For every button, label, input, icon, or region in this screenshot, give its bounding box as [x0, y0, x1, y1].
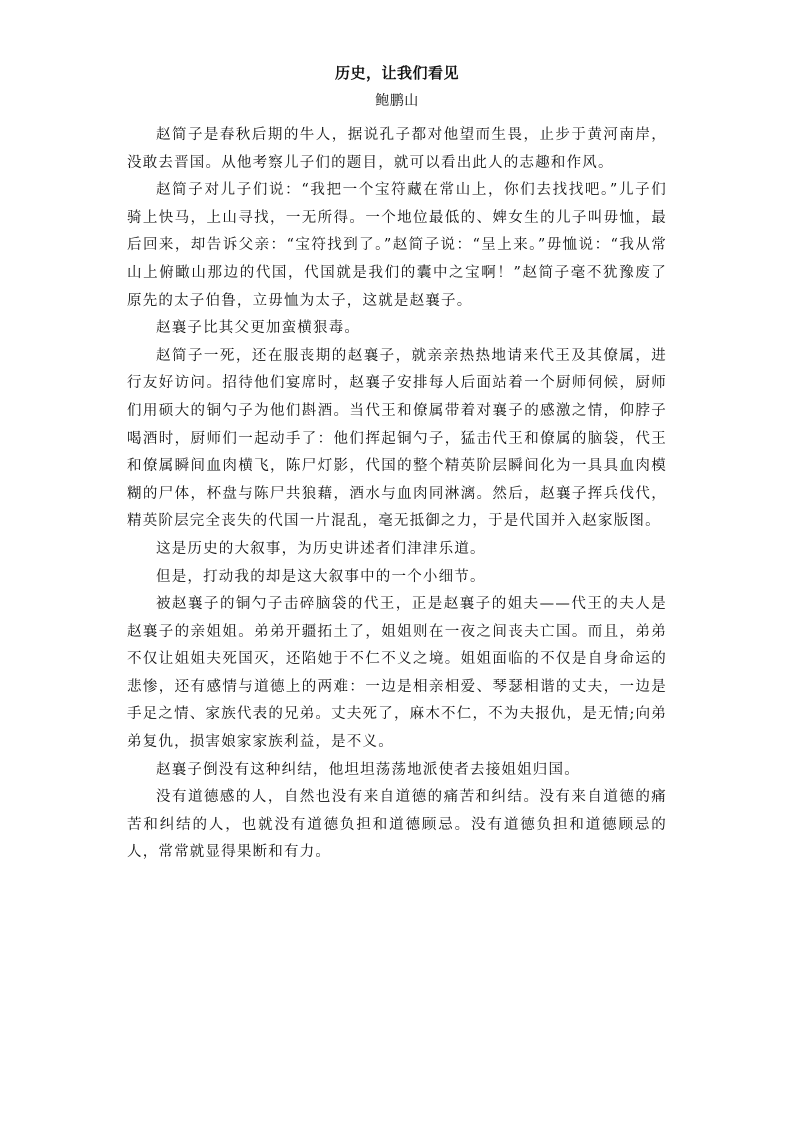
document-page [127, 62, 667, 867]
paragraph-6: 但是，打动我的却是这大叙事中的一个小细节。 [156, 568, 486, 585]
paragraph-7: 被赵襄子的铜勺子击碎脑袋的代王，正是赵襄子的姐夫——代王的夫人是赵襄子的亲姐姐。弟弟开疆拓土了，姐姐则在一夜之间丧夫亡国。而且，弟弟不仅让姐姐夫死国灭，还陷她于不仁不义之境。姐姐面临的不仅是自身命运的悲惨，还有感情与道德上的两难：一边是相亲相爱、琴瑟相谐的丈夫，一边是手足之情、家族代表的兄弟。丈夫死了，麻木不仁，不为夫报仇，是无情;向弟弟复仇，损害娘家家族利益，是不义。 [127, 596, 667, 751]
paragraph-1: 赵简子是春秋后期的牛人，据说孔子都对他望而生畏，止步于黄河南岸，没敢去晋国。从他考察儿子们的题目，就可以看出此人的志趣和作风。 [127, 127, 667, 171]
paragraph-3: 赵襄子比其父更加蛮横狠毒。 [156, 320, 361, 337]
paragraph-4: 赵简子一死，还在服丧期的赵襄子，就亲亲热热地请来代王及其僚属，进行友好访问。招待他们宴席时，赵襄子安排每人后面站着一个厨师伺候，厨师们用硕大的铜勺子为他们斟酒。当代王和僚属带着对襄子的感激之情，仰脖子喝酒时，厨师们一起动手了：他们挥起铜勺子，猛击代王和僚属的脑袋，代王和僚属瞬间血肉横飞，陈尸灯影，代国的整个精英阶层瞬间化为一具具血肉模糊的尸体，杯盘与陈尸共狼藉，酒水与血肉同淋漓。然后，赵襄子挥兵伐代，精英阶层完全丧失的代国一片混乱，毫无抵御之力，于是代国并入赵家版图。 [127, 347, 667, 530]
article-title: 历史，让我们看见 [334, 64, 459, 82]
paragraph-2: 赵简子对儿子们说：“我把一个宝符藏在常山上，你们去找找吧。”儿子们骑上快马，上山寻找，一无所得。一个地位最低的、婢女生的儿子叫毋恤，最后回来，却告诉父亲：“宝符找到了。”赵简子说：“呈上来。”毋恤说：“我从常山上俯瞰山那边的代国，代国就是我们的囊中之宝啊！”赵简子毫不犹豫废了原先的太子伯鲁，立毋恤为太子，这就是赵襄子。 [127, 182, 667, 309]
paragraph-9: 没有道德感的人，自然也没有来自道德的痛苦和纠结。没有来自道德的痛苦和纠结的人，也就没有道德负担和道德顾忌。没有道德负担和道德顾忌的人，常常就显得果断和有力。 [127, 789, 667, 861]
paragraph-5: 这是历史的大叙事，为历史讲述者们津津乐道。 [156, 540, 486, 557]
paragraph-8: 赵襄子倒没有这种纠结，他坦坦荡荡地派使者去接姐姐归国。 [156, 761, 580, 778]
article-author: 鲍鹏山 [375, 93, 419, 109]
